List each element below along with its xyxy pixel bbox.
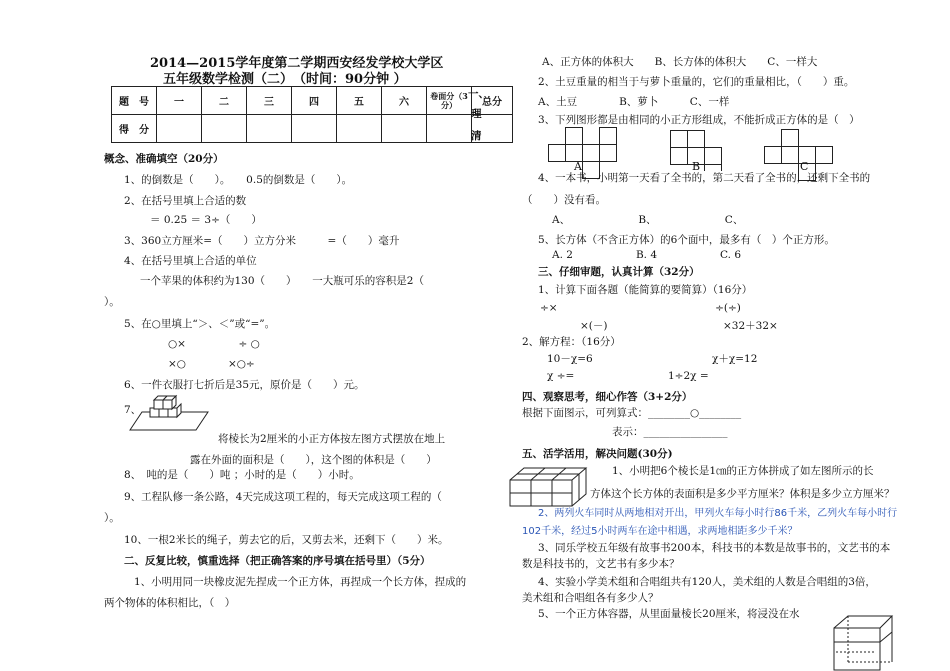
question-5-3: 3、同乐学校五年级有故事书200本，科技书的本数是故事书的，文艺书的本	[538, 542, 891, 554]
question-1-5-row1: ○× ÷ ○	[168, 338, 260, 350]
table-cell[interactable]	[292, 115, 337, 143]
question-1-2-blanks: ＝ 0.25 ＝ 3÷（ ）	[150, 214, 262, 226]
cube-net-b	[670, 130, 750, 174]
side-note-2: 理	[471, 108, 482, 120]
question-2-2-options: A、土豆 B、萝卜 C、一样	[538, 96, 730, 108]
cube-stack-figure	[128, 394, 210, 434]
question-2-1: 1、小明用同一块橡皮泥先捏成一个正方体，再捏成一个长方体，捏成的	[134, 576, 467, 588]
net-label-a: A	[574, 160, 582, 173]
question-2-5: 5、长方体（不含正方体）的6个面中，最多有（ ）个正方形。	[538, 234, 835, 246]
score-table	[111, 86, 513, 143]
question-2-4: 4、一本书，小明第一天看了全书的，第二天看了全书的，还剩下全书的	[538, 172, 871, 184]
question-3-2: 2、解方程：（16分）	[522, 336, 621, 348]
question-5-4: 4、实验小学美术组和合唱组共有120人，美术组的人数是合唱组的3倍，	[538, 576, 876, 588]
question-1-2: 2、在括号里填上合适的数	[124, 195, 247, 207]
table-cell: 总分	[472, 87, 513, 115]
table-cell: 题 号	[112, 87, 157, 115]
question-5-4-tail: 美术组和合唱组各有多少人？	[522, 592, 659, 604]
cube-net-a	[548, 130, 648, 174]
table-cell[interactable]	[157, 115, 202, 143]
table-cell: 三	[247, 87, 292, 115]
equation-2: χ＋χ=12	[712, 353, 758, 365]
equation-3: χ ÷=	[547, 370, 575, 382]
side-note-1: 一、	[468, 88, 489, 100]
table-cell: 得 分	[112, 115, 157, 143]
question-3-1-row1: ÷× ÷(÷)	[540, 302, 741, 314]
section-4-title: 四、观察思考，细心作答（3+2分）	[522, 391, 693, 403]
question-1-6: 6、一件衣服打七折后是35元，原价是（ ）元。	[124, 379, 365, 391]
net-label-b: B	[692, 160, 701, 173]
question-2-1-options: A、正方体的体积大 B、长方体的体积大 C、一样大	[542, 56, 818, 68]
net-label-c: C	[800, 160, 809, 173]
question-1-10: 10、一根2米长的绳子，剪去它的后，又剪去米，还剩下（ ）米。	[124, 534, 449, 546]
question-3-1: 1、计算下面各题（能简算的要简算）（16分）	[538, 284, 753, 296]
table-cell: 一	[157, 87, 202, 115]
section-3-title: 三、仔细审题，认真计算（32分）	[538, 266, 700, 278]
question-2-2: 2、土豆重量的相当于与萝卜重量的，它们的重量相比，（ ）重。	[538, 76, 855, 88]
question-1-5-row2: ×○ ×○÷	[168, 358, 255, 370]
score-table-score-row	[112, 115, 513, 143]
question-1-7-text: 将棱长为2厘米的小正方体按左图方式摆放在地上	[218, 433, 446, 445]
exam-subtitle: 五年级数学检测（二） （时间：90分钟 ）	[163, 72, 407, 87]
question-2-4-tail: （ ）没有看。	[522, 194, 606, 206]
exam-title: 2014—2015学年度第二学期西安经发学校大学区	[150, 56, 444, 71]
question-1-9-tail: ）。	[104, 512, 120, 524]
question-5-3-tail: 数是科技书的，文艺书有多少本？	[522, 558, 680, 570]
equation-1: 10－χ=6	[547, 353, 593, 365]
side-note-3: 清	[471, 130, 482, 142]
score-table-header-row	[112, 87, 513, 115]
question-1-7-blanks: 露在外面的面积是（ ），这个图的体积是（ ）	[190, 454, 437, 466]
question-1-4-tail: ）。	[104, 296, 120, 308]
table-cell[interactable]	[337, 115, 382, 143]
question-4-2: 表示：________________	[612, 426, 728, 438]
question-1-4-blanks: 一个苹果的体积约为130（ ） 一大瓶可乐的容积是2（	[140, 275, 424, 287]
question-3-1-row2: ×(－) ×32＋32×	[580, 320, 778, 332]
question-5-2-tail: 102千米，经过5小时两车在途中相遇，求两地相距多少千米？	[522, 526, 798, 537]
question-2-1-tail: 两个物体的体积相比，（ ）	[104, 597, 236, 609]
question-1-7: 7、	[124, 404, 142, 416]
table-cell: 卷面分（3分）	[427, 87, 472, 115]
question-1-9: 9、工程队修一条公路，4天完成这项工程的，每天完成这项工程的（	[124, 491, 442, 503]
table-cell: 六	[382, 87, 427, 115]
question-1-4: 4、在括号里填上合适的单位	[124, 255, 257, 267]
table-cell[interactable]	[247, 115, 292, 143]
question-5-5: 5、一个正方体容器，从里面量棱长20厘米，将浸没在水	[538, 608, 800, 620]
question-2-3: 3、下列图形都是由相同的小正方形组成，不能折成正方体的是（ ）	[538, 114, 860, 126]
table-cell: 五	[337, 87, 382, 115]
question-1-1: 1、的倒数是（ ）。 0.5的倒数是（ ）。	[124, 174, 353, 186]
question-2-4-options: A、 B、 C、	[552, 214, 744, 226]
table-cell[interactable]	[427, 115, 472, 143]
cube-container-figure	[832, 612, 896, 671]
question-1-8: 8、 吨的是（ ）吨 ；小时的是（ ）小时。	[124, 469, 360, 481]
equation-4: 1÷2χ =	[668, 370, 709, 382]
question-1-3: 3、360立方厘米=（ ）立方分米 =（ ）毫升	[124, 235, 400, 247]
table-cell[interactable]	[202, 115, 247, 143]
question-1-5: 5、在○里填上“＞、＜”或“=”。	[124, 318, 276, 330]
question-5-2: 2、两列火车同时从两地相对开出，甲列火车每小时行86千米，乙列火车每小时行	[538, 508, 898, 519]
section-2-title: 二、反复比较，慎重选择（把正确答案的序号填在括号里）（5分）	[124, 555, 431, 567]
table-cell: 四	[292, 87, 337, 115]
question-5-1-tail: 方体这个长方体的表面积是多少平方厘米？体积是多少立方厘米？	[590, 488, 895, 500]
table-cell[interactable]	[382, 115, 427, 143]
table-cell: 二	[202, 87, 247, 115]
section-1-title: 概念、准确填空（20分）	[104, 153, 224, 165]
question-2-5-options: A. 2 B. 4 C. 6	[552, 249, 742, 261]
question-5-1: 1、小明把6个棱长是1㎝的正方体拼成了如左图所示的长	[612, 465, 874, 477]
question-4-1: 根据下面图示，可列算式：________○________	[522, 407, 742, 419]
section-5-title: 五、活学活用，解决问题(30分)	[522, 448, 673, 460]
